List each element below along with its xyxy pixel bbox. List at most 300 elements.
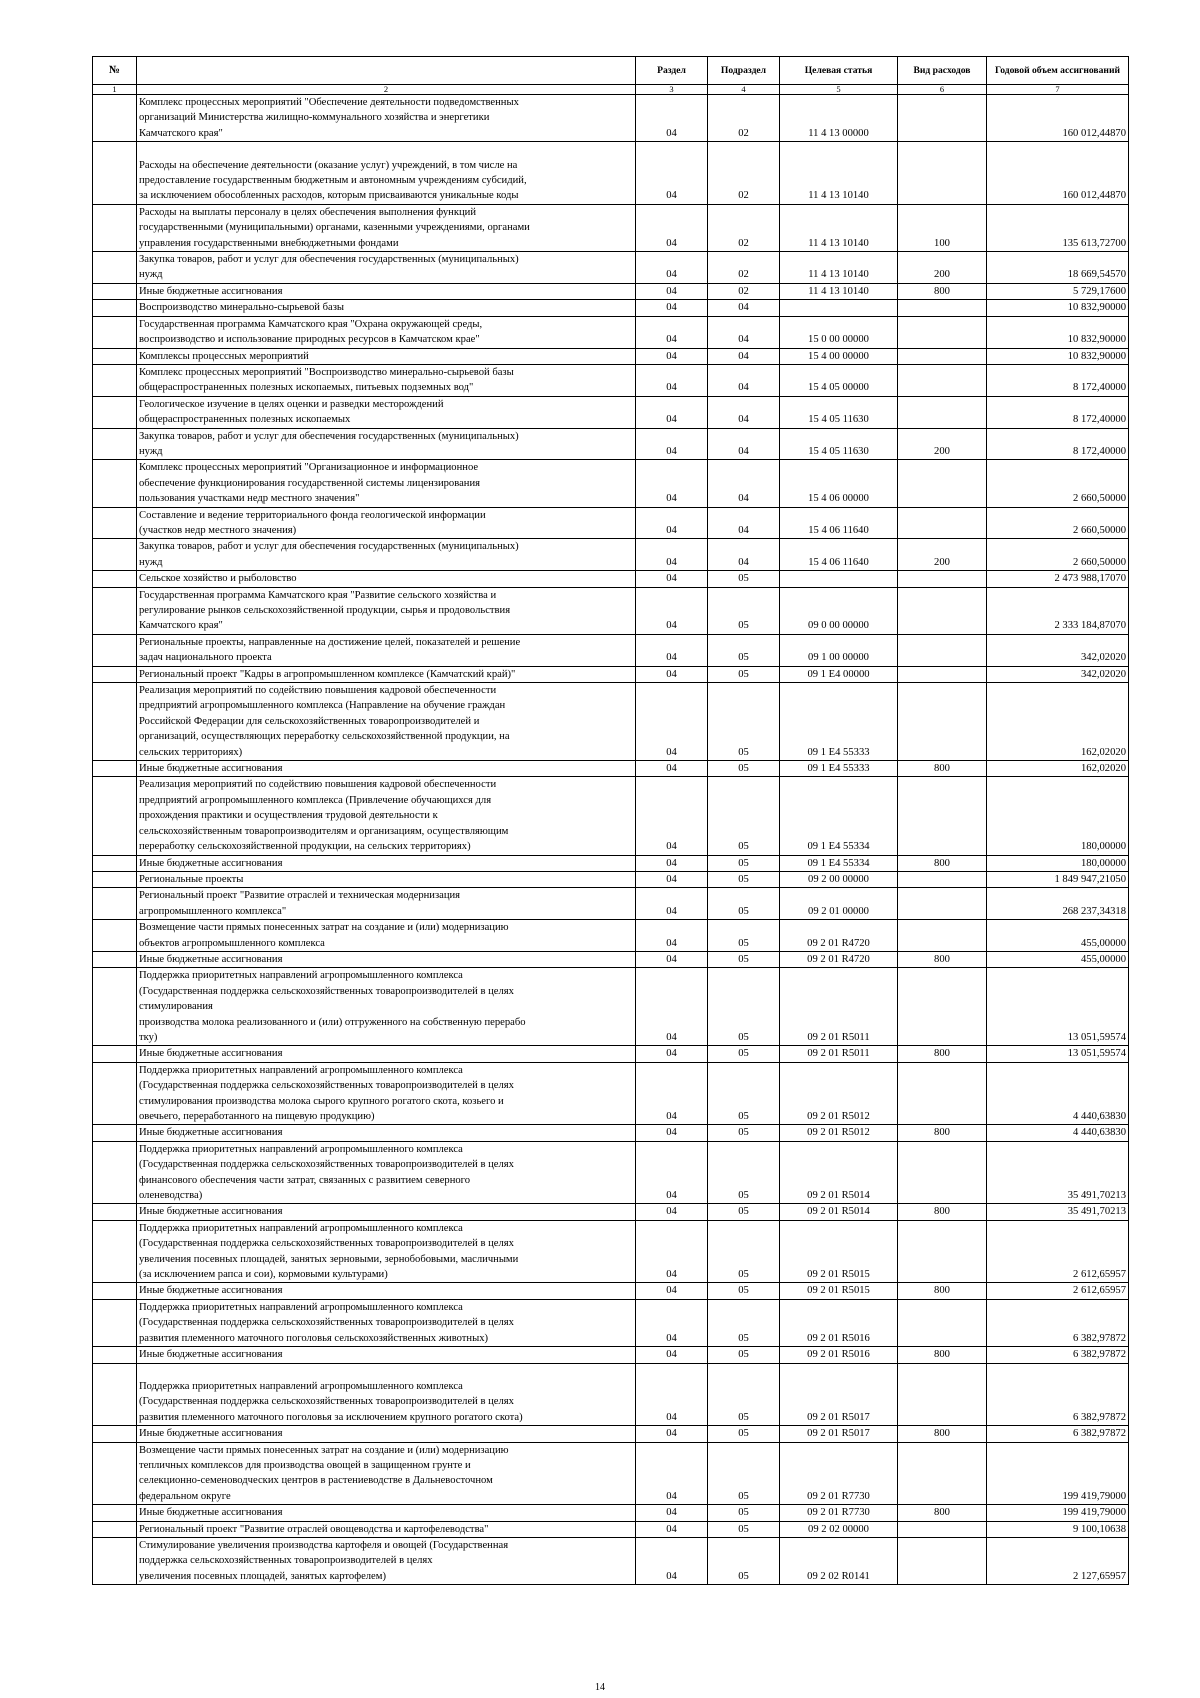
cell-vid — [898, 871, 987, 887]
header-row — [93, 57, 1129, 85]
cell-no — [93, 428, 137, 460]
cell-name: Реализация мероприятий по содействию повышения кадровой обеспеченности предприятий агропромышленного комплекса (Привлечение обучающихся для прохождения практики и осуществления трудовой деятельности к сельскохозяйственным товаропроизводителям и организациям, осуществляющим переработку сельскохозяйственной продукции, на сельских территориях) — [137, 777, 636, 855]
cell-vid — [898, 507, 987, 539]
cell-name: Закупка товаров, работ и услуг для обеспечения государственных (муниципальных) нужд — [137, 539, 636, 571]
cell-name: Реализация мероприятий по содействию повышения кадровой обеспеченности предприятий агропромышленного комплекса (Направление на обучение граждан Российской Федерации для сельскохозяйственных товаропроизводителей и организаций, осуществляющих переработку сельскохозяйственной продукции, на сельских территориях) — [137, 683, 636, 761]
cell-podrazdel: 05 — [708, 1363, 780, 1426]
cell-podrazdel: 05 — [708, 1125, 780, 1141]
cell-name: Геологическое изучение в целях оценки и разведки месторождений общераспространенных полезных ископаемых — [137, 396, 636, 428]
cell-name: Иные бюджетные ассигнования — [137, 1125, 636, 1141]
cell-amount: 2 473 988,17070 — [987, 571, 1129, 587]
cell-podrazdel: 02 — [708, 142, 780, 205]
cell-amount: 35 491,70213 — [987, 1141, 1129, 1204]
cell-razdel: 04 — [636, 1141, 708, 1204]
table-row — [93, 1125, 1129, 1141]
cell-name: Иные бюджетные ассигнования — [137, 855, 636, 871]
cell-razdel: 04 — [636, 348, 708, 364]
table-row — [93, 1141, 1129, 1204]
cell-name: Воспроизводство минерально-сырьевой базы — [137, 300, 636, 316]
cell-name: Иные бюджетные ассигнования — [137, 1347, 636, 1363]
cell-target: 09 1 Е4 00000 — [780, 666, 898, 682]
cell-no — [93, 300, 137, 316]
cell-no — [93, 587, 137, 634]
cell-target: 11 4 13 10140 — [780, 142, 898, 205]
cell-podrazdel: 04 — [708, 507, 780, 539]
cell-podrazdel: 05 — [708, 1220, 780, 1283]
cell-name: Возмещение части прямых понесенных затрат на создание и (или) модернизацию объектов агропромышленного комплекса — [137, 920, 636, 952]
cell-razdel: 04 — [636, 283, 708, 299]
cell-razdel: 04 — [636, 761, 708, 777]
cell-name: Поддержка приоритетных направлений агропромышленного комплекса (Государственная поддержка сельскохозяйственных товаропроизводителей в целях развития племенного маточного поголовья за исключением крупного рогатого скота) — [137, 1363, 636, 1426]
cell-target: 09 2 01 R5011 — [780, 968, 898, 1046]
cell-target: 09 1 Е4 55334 — [780, 855, 898, 871]
cell-razdel: 04 — [636, 777, 708, 855]
cell-razdel: 04 — [636, 1363, 708, 1426]
header-razdel: Раздел — [636, 57, 708, 85]
cell-no — [93, 1046, 137, 1062]
cell-razdel: 04 — [636, 1220, 708, 1283]
cell-target: 15 4 06 11640 — [780, 507, 898, 539]
cell-no — [93, 204, 137, 251]
cell-podrazdel: 02 — [708, 95, 780, 142]
cell-no — [93, 1537, 137, 1584]
cell-vid — [898, 666, 987, 682]
column-number: 1 — [93, 85, 137, 95]
cell-razdel: 04 — [636, 1537, 708, 1584]
cell-no — [93, 507, 137, 539]
cell-target: 09 1 Е4 55334 — [780, 777, 898, 855]
cell-podrazdel: 05 — [708, 1442, 780, 1505]
table-row — [93, 1505, 1129, 1521]
cell-no — [93, 571, 137, 587]
table-row — [93, 396, 1129, 428]
table-row — [93, 634, 1129, 666]
table-row — [93, 428, 1129, 460]
cell-razdel: 04 — [636, 871, 708, 887]
cell-name: Региональный проект "Развитие отраслей и техническая модернизация агропромышленного комплекса" — [137, 888, 636, 920]
table-row — [93, 1046, 1129, 1062]
cell-vid: 800 — [898, 1125, 987, 1141]
cell-name: Иные бюджетные ассигнования — [137, 761, 636, 777]
cell-vid — [898, 1299, 987, 1346]
cell-podrazdel: 02 — [708, 283, 780, 299]
cell-vid — [898, 1220, 987, 1283]
cell-vid — [898, 888, 987, 920]
cell-no — [93, 683, 137, 761]
cell-no — [93, 283, 137, 299]
cell-vid — [898, 142, 987, 205]
cell-razdel: 04 — [636, 1347, 708, 1363]
cell-name: Иные бюджетные ассигнования — [137, 951, 636, 967]
cell-vid: 800 — [898, 283, 987, 299]
header-podrazdel: Подраздел — [708, 57, 780, 85]
cell-name: Поддержка приоритетных направлений агропромышленного комплекса (Государственная поддержка сельскохозяйственных товаропроизводителей в целях развития племенного маточного поголовья сельскохозяйственных животных) — [137, 1299, 636, 1346]
cell-vid — [898, 95, 987, 142]
table-row — [93, 348, 1129, 364]
cell-no — [93, 539, 137, 571]
cell-no — [93, 761, 137, 777]
cell-podrazdel: 05 — [708, 666, 780, 682]
table-row — [93, 252, 1129, 284]
table-row — [93, 951, 1129, 967]
cell-podrazdel: 05 — [708, 1521, 780, 1537]
cell-vid — [898, 1363, 987, 1426]
cell-vid — [898, 316, 987, 348]
cell-amount: 180,00000 — [987, 777, 1129, 855]
cell-name: Расходы на выплаты персоналу в целях обеспечения выполнения функций государственными (муниципальными) органами, казенными учреждениями, органами управления государственными внебюджетными фондами — [137, 204, 636, 251]
table-row — [93, 1204, 1129, 1220]
cell-vid: 200 — [898, 539, 987, 571]
cell-razdel: 04 — [636, 1283, 708, 1299]
cell-vid — [898, 1062, 987, 1125]
cell-target: 09 1 Е4 55333 — [780, 683, 898, 761]
cell-vid — [898, 1521, 987, 1537]
cell-amount: 1 849 947,21050 — [987, 871, 1129, 887]
page-number: 14 — [595, 1682, 605, 1693]
cell-vid: 100 — [898, 204, 987, 251]
cell-amount: 8 172,40000 — [987, 396, 1129, 428]
table-row — [93, 1220, 1129, 1283]
document-sheet — [92, 56, 1128, 1585]
cell-podrazdel: 05 — [708, 587, 780, 634]
cell-podrazdel: 05 — [708, 1347, 780, 1363]
cell-amount: 2 127,65957 — [987, 1537, 1129, 1584]
cell-no — [93, 316, 137, 348]
cell-razdel: 04 — [636, 1299, 708, 1346]
cell-podrazdel: 05 — [708, 920, 780, 952]
cell-amount: 10 832,90000 — [987, 316, 1129, 348]
cell-no — [93, 634, 137, 666]
header-name — [137, 57, 636, 85]
cell-target: 09 2 01 R5012 — [780, 1062, 898, 1125]
cell-amount: 5 729,17600 — [987, 283, 1129, 299]
cell-podrazdel: 05 — [708, 1537, 780, 1584]
cell-no — [93, 1442, 137, 1505]
cell-razdel: 04 — [636, 920, 708, 952]
cell-target: 09 2 01 R5014 — [780, 1204, 898, 1220]
cell-razdel: 04 — [636, 1426, 708, 1442]
cell-razdel: 04 — [636, 204, 708, 251]
cell-vid: 800 — [898, 761, 987, 777]
cell-razdel: 04 — [636, 1204, 708, 1220]
cell-vid — [898, 968, 987, 1046]
cell-amount: 2 660,50000 — [987, 539, 1129, 571]
cell-vid — [898, 683, 987, 761]
cell-vid — [898, 460, 987, 507]
cell-razdel: 04 — [636, 507, 708, 539]
cell-podrazdel: 02 — [708, 204, 780, 251]
cell-name: Комплекс процессных мероприятий "Обеспечение деятельности подведомственных организаций Министерства жилищно-коммунального хозяйства и энергетики Камчатского края" — [137, 95, 636, 142]
cell-name: Комплексы процессных мероприятий — [137, 348, 636, 364]
cell-no — [93, 855, 137, 871]
cell-name: Поддержка приоритетных направлений агропромышленного комплекса (Государственная поддержка сельскохозяйственных товаропроизводителей в целях увеличения посевных площадей, занятых зерновыми, зернобобовыми, масличными (за исключением рапса и сои), кормовыми культурами) — [137, 1220, 636, 1283]
table-row — [93, 539, 1129, 571]
table-row — [93, 871, 1129, 887]
cell-target — [780, 300, 898, 316]
table-row — [93, 571, 1129, 587]
cell-target: 09 2 01 R5016 — [780, 1299, 898, 1346]
column-numbering-row — [93, 85, 1129, 95]
cell-no — [93, 951, 137, 967]
cell-vid — [898, 1442, 987, 1505]
cell-no — [93, 920, 137, 952]
cell-no — [93, 348, 137, 364]
cell-vid: 800 — [898, 1505, 987, 1521]
cell-target: 11 4 13 10140 — [780, 252, 898, 284]
table-row — [93, 300, 1129, 316]
header-target: Целевая статья — [780, 57, 898, 85]
cell-target: 09 2 00 00000 — [780, 871, 898, 887]
cell-amount: 455,00000 — [987, 920, 1129, 952]
table-row — [93, 920, 1129, 952]
cell-no — [93, 1141, 137, 1204]
cell-podrazdel: 04 — [708, 348, 780, 364]
cell-vid — [898, 348, 987, 364]
cell-razdel: 04 — [636, 316, 708, 348]
cell-target: 09 2 01 R5015 — [780, 1283, 898, 1299]
column-number: 6 — [898, 85, 987, 95]
cell-name: Региональные проекты — [137, 871, 636, 887]
cell-target: 09 2 01 00000 — [780, 888, 898, 920]
cell-razdel: 04 — [636, 539, 708, 571]
cell-target: 15 4 06 00000 — [780, 460, 898, 507]
cell-razdel: 04 — [636, 428, 708, 460]
cell-name: Стимулирование увеличения производства картофеля и овощей (Государственная поддержка сельскохозяйственных товаропроизводителей в целях увеличения посевных площадей, занятых картофелем) — [137, 1537, 636, 1584]
cell-target: 09 2 01 R5015 — [780, 1220, 898, 1283]
column-number: 2 — [137, 85, 636, 95]
cell-target: 09 2 01 R5016 — [780, 1347, 898, 1363]
cell-target: 09 2 01 R5017 — [780, 1426, 898, 1442]
cell-target: 09 2 01 R4720 — [780, 920, 898, 952]
cell-amount: 268 237,34318 — [987, 888, 1129, 920]
cell-podrazdel: 05 — [708, 634, 780, 666]
cell-name: Иные бюджетные ассигнования — [137, 283, 636, 299]
cell-amount: 180,00000 — [987, 855, 1129, 871]
table-row — [93, 1426, 1129, 1442]
cell-razdel: 04 — [636, 634, 708, 666]
cell-target: 09 2 01 R7730 — [780, 1442, 898, 1505]
cell-podrazdel: 05 — [708, 855, 780, 871]
header-amount: Годовой объем ассигнований — [987, 57, 1129, 85]
cell-razdel: 04 — [636, 683, 708, 761]
cell-vid: 800 — [898, 1347, 987, 1363]
cell-razdel: 04 — [636, 1521, 708, 1537]
cell-no — [93, 1521, 137, 1537]
cell-target: 11 4 13 10140 — [780, 204, 898, 251]
cell-no — [93, 95, 137, 142]
cell-vid — [898, 571, 987, 587]
cell-no — [93, 871, 137, 887]
cell-name: Поддержка приоритетных направлений агропромышленного комплекса (Государственная поддержка сельскохозяйственных товаропроизводителей в целях финансового обеспечения части затрат, связанных с развитием северного оленеводства) — [137, 1141, 636, 1204]
cell-amount: 135 613,72700 — [987, 204, 1129, 251]
table-row — [93, 507, 1129, 539]
column-number: 5 — [780, 85, 898, 95]
cell-podrazdel: 04 — [708, 300, 780, 316]
cell-vid — [898, 396, 987, 428]
cell-podrazdel: 04 — [708, 428, 780, 460]
cell-amount: 13 051,59574 — [987, 1046, 1129, 1062]
cell-amount: 4 440,63830 — [987, 1062, 1129, 1125]
cell-amount: 342,02020 — [987, 666, 1129, 682]
table-row — [93, 460, 1129, 507]
cell-podrazdel: 02 — [708, 252, 780, 284]
cell-target: 09 2 01 R4720 — [780, 951, 898, 967]
table-row — [93, 316, 1129, 348]
cell-name: Закупка товаров, работ и услуг для обеспечения государственных (муниципальных) нужд — [137, 252, 636, 284]
cell-no — [93, 666, 137, 682]
cell-amount: 6 382,97872 — [987, 1363, 1129, 1426]
cell-name: Иные бюджетные ассигнования — [137, 1426, 636, 1442]
table-row — [93, 1521, 1129, 1537]
cell-amount: 6 382,97872 — [987, 1299, 1129, 1346]
cell-amount: 162,02020 — [987, 683, 1129, 761]
cell-amount: 10 832,90000 — [987, 348, 1129, 364]
cell-target: 15 4 05 00000 — [780, 364, 898, 396]
cell-target: 15 4 05 11630 — [780, 428, 898, 460]
cell-amount: 2 333 184,87070 — [987, 587, 1129, 634]
cell-vid: 800 — [898, 951, 987, 967]
cell-razdel: 04 — [636, 300, 708, 316]
cell-no — [93, 460, 137, 507]
cell-razdel: 04 — [636, 951, 708, 967]
cell-podrazdel: 05 — [708, 571, 780, 587]
cell-name: Составление и ведение территориального фонда геологической информации (участков недр местного значения) — [137, 507, 636, 539]
cell-no — [93, 364, 137, 396]
cell-podrazdel: 04 — [708, 396, 780, 428]
cell-amount: 199 419,79000 — [987, 1442, 1129, 1505]
table-row — [93, 1442, 1129, 1505]
cell-no — [93, 1363, 137, 1426]
cell-razdel: 04 — [636, 95, 708, 142]
cell-amount: 342,02020 — [987, 634, 1129, 666]
cell-vid — [898, 364, 987, 396]
cell-amount: 2 660,50000 — [987, 460, 1129, 507]
cell-amount: 13 051,59574 — [987, 968, 1129, 1046]
cell-amount: 8 172,40000 — [987, 364, 1129, 396]
table-row — [93, 1283, 1129, 1299]
cell-target: 11 4 13 00000 — [780, 95, 898, 142]
cell-name: Поддержка приоритетных направлений агропромышленного комплекса (Государственная поддержка сельскохозяйственных товаропроизводителей в целях стимулирования производства молока реализованного и (или) отгруженного на собственную перерабо тку) — [137, 968, 636, 1046]
cell-no — [93, 1299, 137, 1346]
cell-target: 09 2 01 R5014 — [780, 1141, 898, 1204]
table-row — [93, 283, 1129, 299]
cell-target: 09 0 00 00000 — [780, 587, 898, 634]
cell-target: 09 2 02 00000 — [780, 1521, 898, 1537]
cell-name: Государственная программа Камчатского края "Охрана окружающей среды, воспроизводство и использование природных ресурсов в Камчатском крае" — [137, 316, 636, 348]
cell-name: Возмещение части прямых понесенных затрат на создание и (или) модернизацию тепличных комплексов для производства овощей в защищенном грунте и селекционно-семеноводческих центров в растениеводстве в Дальневосточном федеральном округе — [137, 1442, 636, 1505]
cell-no — [93, 396, 137, 428]
table-row — [93, 683, 1129, 761]
cell-target: 09 1 00 00000 — [780, 634, 898, 666]
cell-razdel: 04 — [636, 1442, 708, 1505]
table-row — [93, 1537, 1129, 1584]
cell-amount: 6 382,97872 — [987, 1426, 1129, 1442]
cell-vid: 200 — [898, 428, 987, 460]
cell-no — [93, 968, 137, 1046]
cell-amount: 2 612,65957 — [987, 1220, 1129, 1283]
cell-no — [93, 142, 137, 205]
column-number: 7 — [987, 85, 1129, 95]
cell-target: 09 2 01 R5011 — [780, 1046, 898, 1062]
table-row — [93, 1347, 1129, 1363]
cell-podrazdel: 05 — [708, 1299, 780, 1346]
cell-target — [780, 571, 898, 587]
cell-amount: 10 832,90000 — [987, 300, 1129, 316]
cell-amount: 9 100,10638 — [987, 1521, 1129, 1537]
cell-podrazdel: 05 — [708, 777, 780, 855]
cell-razdel: 04 — [636, 968, 708, 1046]
table-row — [93, 1062, 1129, 1125]
cell-amount: 8 172,40000 — [987, 428, 1129, 460]
cell-vid — [898, 300, 987, 316]
cell-amount: 4 440,63830 — [987, 1125, 1129, 1141]
cell-podrazdel: 05 — [708, 888, 780, 920]
cell-amount: 160 012,44870 — [987, 95, 1129, 142]
cell-podrazdel: 04 — [708, 364, 780, 396]
cell-podrazdel: 05 — [708, 1141, 780, 1204]
cell-no — [93, 1426, 137, 1442]
cell-razdel: 04 — [636, 364, 708, 396]
cell-amount: 199 419,79000 — [987, 1505, 1129, 1521]
cell-name: Поддержка приоритетных направлений агропромышленного комплекса (Государственная поддержка сельскохозяйственных товаропроизводителей в целях стимулирования производства молока сырого крупного рогатого скота, козьего и овечьего, переработанного на пищевую продукцию) — [137, 1062, 636, 1125]
cell-target: 09 2 01 R5012 — [780, 1125, 898, 1141]
cell-no — [93, 1204, 137, 1220]
cell-name: Комплекс процессных мероприятий "Организационное и информационное обеспечение функционирования государственной системы лицензирования пользования участками недр местного значения" — [137, 460, 636, 507]
cell-podrazdel: 05 — [708, 871, 780, 887]
cell-podrazdel: 05 — [708, 968, 780, 1046]
cell-amount: 160 012,44870 — [987, 142, 1129, 205]
cell-no — [93, 888, 137, 920]
cell-target: 15 4 06 11640 — [780, 539, 898, 571]
cell-razdel: 04 — [636, 888, 708, 920]
cell-vid — [898, 634, 987, 666]
cell-no — [93, 1220, 137, 1283]
header-no: № — [93, 57, 137, 85]
cell-podrazdel: 05 — [708, 951, 780, 967]
cell-name: Государственная программа Камчатского края "Развитие сельского хозяйства и регулирование рынков сельскохозяйственной продукции, сырья и продовольствия Камчатского края" — [137, 587, 636, 634]
cell-target: 09 2 01 R5017 — [780, 1363, 898, 1426]
cell-name: Иные бюджетные ассигнования — [137, 1204, 636, 1220]
cell-target: 09 2 01 R7730 — [780, 1505, 898, 1521]
cell-podrazdel: 05 — [708, 683, 780, 761]
cell-razdel: 04 — [636, 142, 708, 205]
table-row — [93, 95, 1129, 142]
cell-vid — [898, 587, 987, 634]
cell-podrazdel: 04 — [708, 316, 780, 348]
cell-razdel: 04 — [636, 1046, 708, 1062]
cell-name: Закупка товаров, работ и услуг для обеспечения государственных (муниципальных) нужд — [137, 428, 636, 460]
table-row — [93, 142, 1129, 205]
table-row — [93, 888, 1129, 920]
cell-razdel: 04 — [636, 666, 708, 682]
cell-razdel: 04 — [636, 460, 708, 507]
cell-vid: 800 — [898, 1046, 987, 1062]
table-row — [93, 761, 1129, 777]
cell-name: Иные бюджетные ассигнования — [137, 1505, 636, 1521]
cell-target: 09 2 02 R0141 — [780, 1537, 898, 1584]
cell-no — [93, 1347, 137, 1363]
cell-amount: 18 669,54570 — [987, 252, 1129, 284]
cell-vid: 800 — [898, 1204, 987, 1220]
cell-name: Иные бюджетные ассигнования — [137, 1046, 636, 1062]
cell-no — [93, 1283, 137, 1299]
cell-podrazdel: 04 — [708, 460, 780, 507]
cell-name: Региональные проекты, направленные на достижение целей, показателей и решение задач национального проекта — [137, 634, 636, 666]
cell-razdel: 04 — [636, 587, 708, 634]
cell-target: 15 4 05 11630 — [780, 396, 898, 428]
cell-name: Региональный проект "Развитие отраслей овощеводства и картофелеводства" — [137, 1521, 636, 1537]
cell-vid: 800 — [898, 1426, 987, 1442]
